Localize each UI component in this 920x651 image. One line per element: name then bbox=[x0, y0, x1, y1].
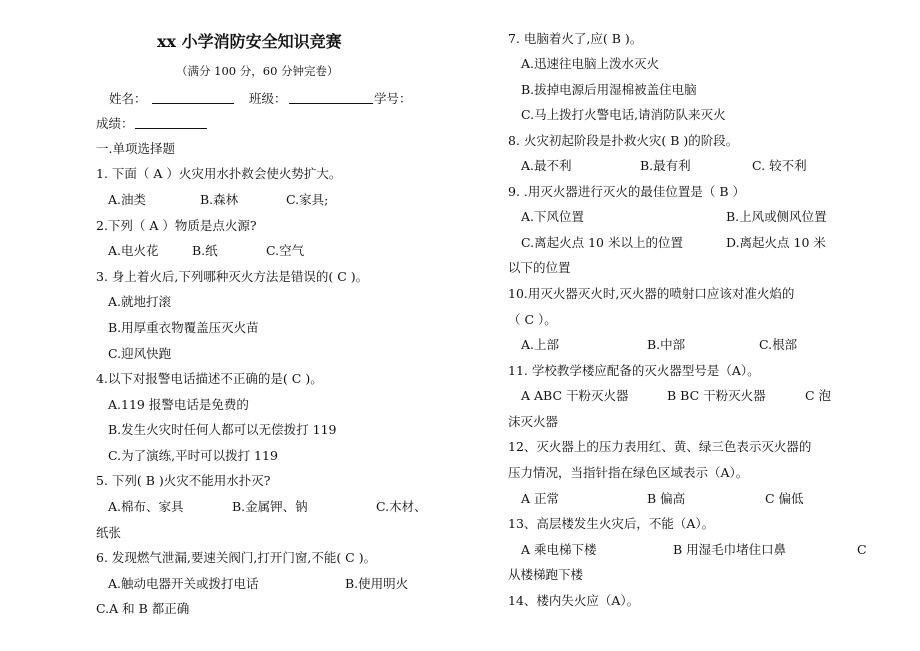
q13-option-c: C bbox=[857, 542, 867, 557]
q5-option-b: B.金属钾、钠 bbox=[232, 499, 308, 514]
section-heading: 一.单项选择题 bbox=[96, 141, 175, 156]
question-7: 7. 电脑着火了,应( B )。 bbox=[508, 31, 643, 46]
question-13: 13、高层楼发生火灾后，不能（A）。 bbox=[508, 516, 715, 531]
q1-option-c: C.家具; bbox=[286, 192, 329, 207]
q5-option-a: A.棉布、家具 bbox=[108, 499, 184, 514]
q10-option-a: A.上部 bbox=[521, 337, 560, 352]
q6-option-b: B.使用明火 bbox=[345, 576, 409, 591]
q12-option-b: B 偏高 bbox=[647, 491, 686, 506]
q8-option-a: A.最不利 bbox=[521, 158, 572, 173]
question-4: 4.以下对报警电话描述不正确的是( C )。 bbox=[96, 371, 323, 386]
q1-option-b: B.森林 bbox=[200, 192, 239, 207]
q3-option-c: C.迎风快跑 bbox=[108, 346, 172, 361]
page-subtitle: （满分 100 分，60 分钟完卷） bbox=[176, 64, 339, 78]
q10-option-b: B.中部 bbox=[647, 337, 686, 352]
question-8: 8. 火灾初起阶段是扑救火灾( B )的阶段。 bbox=[508, 133, 739, 148]
question-5: 5. 下列( B )火灾不能用水扑灭? bbox=[96, 473, 271, 488]
q7-option-a: A.迅速往电脑上泼水灭火 bbox=[521, 56, 660, 71]
q9-option-d: D.离起火点 10 米 bbox=[726, 235, 826, 250]
q3-option-b: B.用厚重衣物覆盖压灭火苗 bbox=[108, 320, 259, 335]
question-9: 9. .用灭火器进行灭火的最佳位置是（ B ） bbox=[508, 184, 746, 199]
q13-option-b: B 用湿毛巾堵住口鼻 bbox=[673, 542, 787, 557]
question-10-wrap: （ C ）。 bbox=[508, 312, 557, 327]
q5-option-c-wrap: 纸张 bbox=[96, 525, 122, 540]
page-title: xx 小学消防安全知识竞赛 bbox=[157, 32, 342, 51]
q2-option-b: B.纸 bbox=[192, 243, 218, 258]
q9-option-b: B.上风或侧风位置 bbox=[726, 209, 827, 224]
question-10: 10.用灭火器灭火时,灭火器的喷射口应该对准火焰的 bbox=[508, 286, 795, 301]
q8-option-c: C. 较不利 bbox=[752, 158, 807, 173]
q13-option-a: A 乘电梯下楼 bbox=[521, 542, 597, 557]
number-label: 学号： bbox=[374, 91, 412, 106]
question-2: 2.下列（ A ）物质是点火源? bbox=[96, 218, 257, 233]
q6-option-a: A.触动电器开关或拨打电话 bbox=[108, 576, 259, 591]
question-6: 6. 发现燃气泄漏,要速关阀门,打开门窗,不能( C )。 bbox=[96, 550, 377, 565]
q11-option-c-wrap: 沫灭火器 bbox=[508, 414, 559, 429]
q3-option-a: A.就地打滚 bbox=[108, 294, 172, 309]
q9-option-a: A.下风位置 bbox=[521, 209, 585, 224]
question-1: 1. 下面（ A ）火灾用水扑救会使火势扩大。 bbox=[96, 166, 342, 181]
q10-option-c: C.根部 bbox=[759, 337, 798, 352]
name-blank bbox=[152, 91, 234, 104]
q11-option-b: B BC 干粉灭火器 bbox=[667, 388, 766, 403]
class-label: 班级： bbox=[249, 91, 287, 106]
q2-option-c: C.空气 bbox=[266, 243, 305, 258]
class-blank bbox=[289, 91, 373, 104]
q1-option-a: A.油类 bbox=[108, 192, 147, 207]
q6-option-c: C.A 和 B 都正确 bbox=[96, 601, 190, 616]
question-11: 11. 学校教学楼应配备的灭火器型号是（A）。 bbox=[508, 363, 760, 378]
question-12: 12、灭火器上的压力表用红、黄、绿三色表示灭火器的 bbox=[508, 439, 812, 454]
q11-option-c: C 泡 bbox=[805, 388, 832, 403]
q4-option-b: B.发生火灾时任何人都可以无偿拨打 119 bbox=[108, 422, 337, 437]
q9-option-d-wrap: 以下的位置 bbox=[508, 260, 571, 275]
score-label: 成绩： bbox=[96, 116, 134, 131]
name-label: 姓名： bbox=[109, 91, 147, 106]
question-14: 14、楼内失火应（A）。 bbox=[508, 593, 640, 608]
q7-option-c: C.马上拨打火警电话,请消防队来灭火 bbox=[521, 107, 726, 122]
question-3: 3. 身上着火后,下列哪种灭火方法是错误的( C )。 bbox=[96, 269, 369, 284]
q11-option-a: A ABC 干粉灭火器 bbox=[521, 388, 629, 403]
question-12-wrap: 压力情况，当指针指在绿色区域表示（A）。 bbox=[508, 465, 749, 480]
q4-option-a: A.119 报警电话是免费的 bbox=[108, 397, 249, 412]
q12-option-c: C 偏低 bbox=[765, 491, 804, 506]
score-blank bbox=[135, 116, 207, 129]
q4-option-c: C.为了演练,平时可以拨打 119 bbox=[108, 448, 278, 463]
q13-option-c-wrap: 从楼梯跑下楼 bbox=[508, 567, 584, 582]
q5-option-c: C.木材、 bbox=[376, 499, 427, 514]
q12-option-a: A 正常 bbox=[521, 491, 560, 506]
q2-option-a: A.电火花 bbox=[108, 243, 159, 258]
q8-option-b: B.最有利 bbox=[640, 158, 691, 173]
q9-option-c: C.离起火点 10 米以上的位置 bbox=[521, 235, 683, 250]
q7-option-b: B.拔掉电源后用湿棉被盖住电脑 bbox=[521, 82, 697, 97]
